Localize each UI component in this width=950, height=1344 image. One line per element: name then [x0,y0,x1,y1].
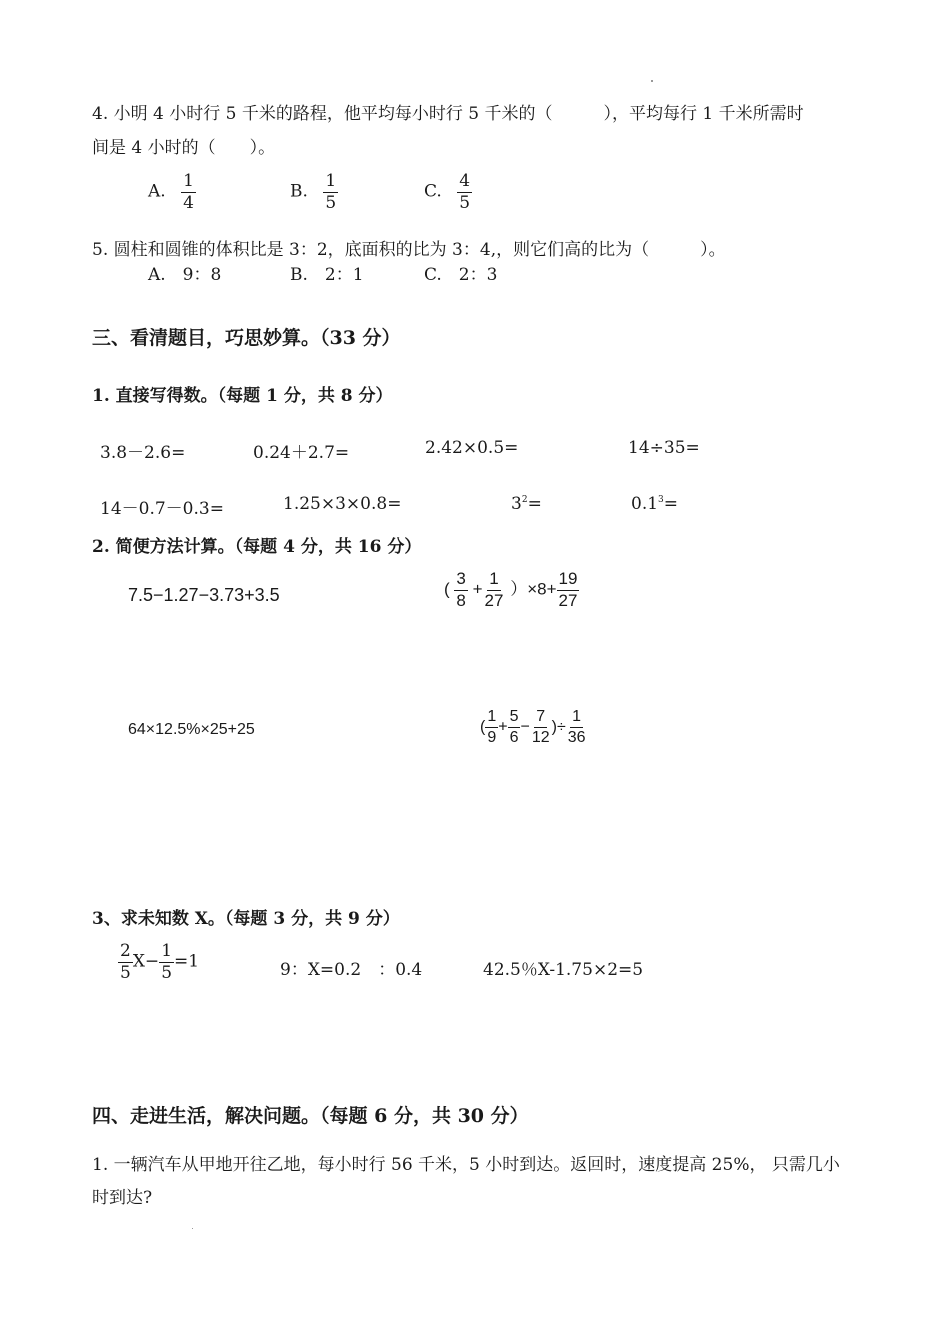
oral-calc-item [511,494,542,514]
oral-calc-item: 3.8－2.6= [100,443,186,463]
fraction-denominator: 9 [487,728,497,746]
fraction-denominator: 12 [531,728,550,746]
fraction-numerator: 4 [459,171,471,191]
fraction-numerator: 3 [454,570,467,591]
equation-1 [118,942,199,982]
plus-sign: + [472,579,483,599]
fraction-denominator: 5 [325,192,337,213]
problem1-line2: 时到达? [92,1188,153,1208]
oral-calc-item: 14÷35= [628,438,700,458]
fraction-denominator: 36 [567,728,586,746]
fraction-denominator: 5 [161,962,173,983]
q5-option-a: A. 9：8 [148,265,222,285]
scan-dot [192,1228,193,1229]
calc-expression-4 [480,708,588,746]
times-eight-plus: ）×8+ [510,579,557,599]
equals-one: =1 [174,951,200,972]
q4-line2: 间是 4 小时的（ ）。 [92,138,276,158]
option-label: C. [424,181,442,202]
section4-title: 四、走进生活，解决问题。（每题 6 分，共 30 分） [92,1105,529,1127]
oral-calc-item [631,494,678,514]
fraction-denominator: 8 [456,590,466,610]
exponent: 2 [521,495,528,505]
oral-calc-item: 1.25×3×0.8= [283,494,402,514]
exponent: 3 [658,495,664,505]
q4-option-b [290,172,338,212]
fraction-denominator: 27 [484,590,504,610]
q5-option-b: B. 2：1 [290,265,364,285]
q4-option-a [148,172,196,212]
fraction-numerator: 2 [120,941,131,961]
fraction-numerator: 19 [557,570,580,591]
plus-sign: + [498,718,508,736]
fraction-numerator: 7 [534,708,547,728]
minus-sign: − [520,718,530,736]
fraction-numerator: 1 [487,570,500,591]
q5-option-c: C. 2：3 [424,265,498,285]
option-label: B. [290,181,308,202]
oral-calc-item: 0.24＋2.7= [253,443,350,463]
paren-open: ( [444,579,450,599]
base: 3 [511,494,522,514]
fraction-numerator: 5 [508,708,521,728]
oral-calc-item: 2.42×0.5= [425,438,519,458]
oral-calc-item: 14－0.7－0.3= [100,499,224,519]
fraction-denominator: 5 [120,962,131,983]
option-label: A. [148,181,166,202]
problem1-line1: 1. 一辆汽车从甲地开往乙地，每小时行 56 千米，5 小时到达。返回时，速度提高 25%， 只需几小 [92,1155,840,1175]
section3-title: 三、看清题目，巧思妙算。（33 分） [92,327,401,349]
fraction-denominator: 27 [558,590,578,610]
equation-3: 42.5％X-1.75×2=5 [483,960,644,980]
equals: = [527,494,542,514]
part3-title: 3、求未知数 X。（每题 3 分，共 9 分） [92,909,400,929]
q4-option-c [424,172,472,212]
equals: = [663,494,679,514]
paren-open: ( [480,718,486,736]
x-minus: X− [132,951,160,972]
equation-2: 9：X=0.2 ：0.4 [280,960,423,980]
part1-title: 1. 直接写得数。（每题 1 分，共 8 分） [92,386,393,406]
part2-title: 2. 简便方法计算。（每题 4 分，共 16 分） [92,537,422,557]
fraction-numerator: 1 [485,708,498,728]
fraction-denominator: 4 [183,192,194,213]
calc-expression-3: 64×12.5%×25+25 [128,721,255,738]
scan-dot [651,80,653,82]
fraction-numerator: 1 [161,941,173,961]
divide-sign: )÷ [551,718,566,736]
fraction-denominator: 6 [509,728,519,746]
fraction-numerator: 1 [183,171,194,191]
fraction-denominator: 5 [459,192,471,213]
q5-text: 5. 圆柱和圆锥的体积比是 3：2，底面积的比为 3：4,，则它们高的比为（ ）。 [92,240,726,260]
calc-expression-2 [444,570,579,610]
fraction-numerator: 1 [570,708,583,728]
base: 0.1 [631,494,659,514]
q4-line1: 4. 小明 4 小时行 5 千米的路程，他平均每小时行 5 千米的（ ），平均每行 1 千米所需时 [92,104,804,124]
fraction-numerator: 1 [325,171,337,191]
calc-expression-1: 7.5−1.27−3.73+3.5 [128,585,280,605]
